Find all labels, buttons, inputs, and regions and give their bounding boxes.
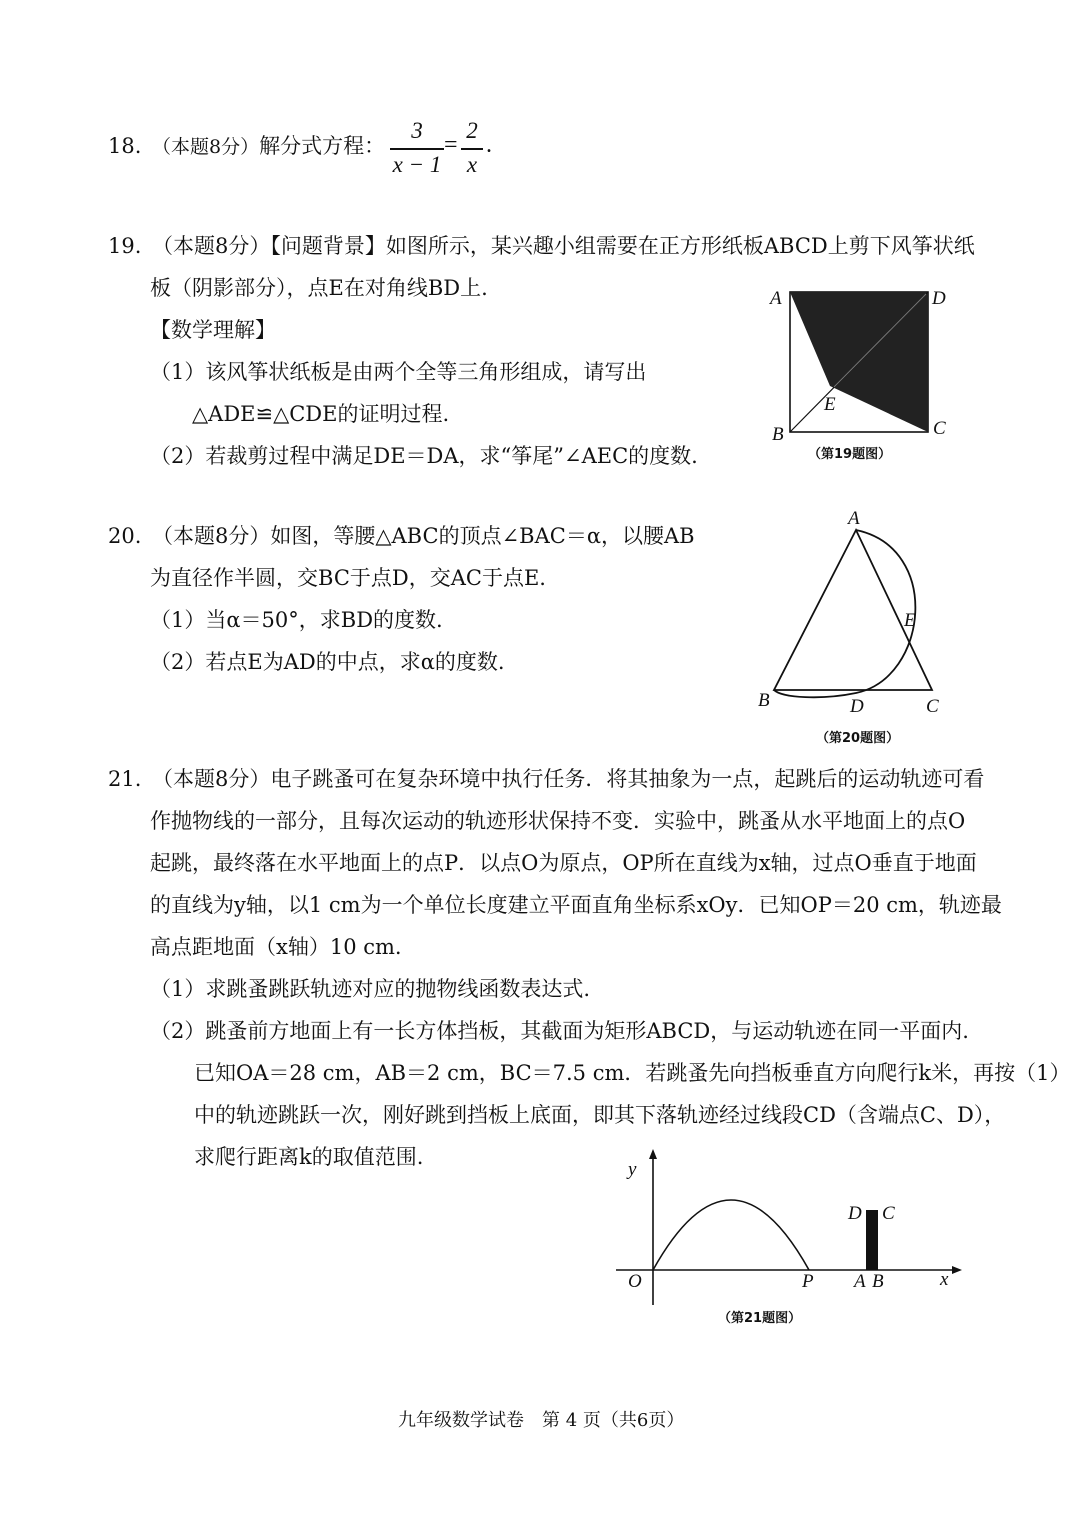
q18-score-tag: （本题8分）	[152, 136, 260, 158]
q20-caption: （第20题图）	[816, 731, 900, 746]
q20-label-e: E	[904, 610, 916, 631]
q18-lhs-numerator: 3	[411, 118, 423, 143]
q19-caption: （第19题图）	[808, 447, 892, 462]
q18-rhs-numerator: 2	[466, 118, 478, 143]
q20-line-2: 为直径作半圆，交BC于点D，交AC于点E.	[150, 566, 546, 590]
q21-label-o: O	[628, 1271, 642, 1292]
q21-line-4: 的直线为y轴，以1 cm为一个单位长度建立平面直角坐标系xOy．已知OP＝20 cm，轨迹最	[150, 893, 1002, 917]
q18-lhs-fraction-bar	[390, 148, 444, 150]
q20-line-1	[108, 521, 695, 551]
page-footer: 九年级数学试卷 第 4 页（共6页）	[398, 1410, 685, 1431]
q20-semicircle	[774, 530, 915, 697]
q18-number: 18.	[108, 134, 142, 158]
q19-label-a: A	[770, 288, 782, 309]
q19-label-b: B	[772, 424, 784, 445]
q21-label-x: x	[940, 1269, 949, 1290]
q21-line-6: （1）求跳蚤跳跃轨迹对应的抛物线函数表达式.	[150, 977, 591, 1001]
q20-label-c: C	[926, 696, 939, 717]
q19-number: 19.	[108, 234, 142, 258]
q20-text-1: （本题8分）如图，等腰△ABC的顶点∠BAC＝α，以腰AB	[152, 524, 695, 548]
q19-text-1: （本题8分）【问题背景】如图所示，某兴趣小组需要在正方形纸板ABCD上剪下风筝状纸	[152, 234, 975, 258]
q21-y-arrow	[649, 1149, 657, 1159]
q20-figure	[752, 508, 952, 748]
q19-figure	[760, 280, 950, 470]
q21-line-1	[108, 764, 984, 794]
q21-figure	[610, 1145, 970, 1335]
q19-line-6: （2）若裁剪过程中满足DE＝DA，求“筝尾”∠AEC的度数.	[150, 444, 698, 468]
q21-line-8: 已知OA＝28 cm，AB＝2 cm，BC＝7.5 cm．若跳蚤先向挡板垂直方向爬行k米，再按（1）	[194, 1061, 1071, 1085]
q21-label-p: P	[802, 1271, 814, 1292]
q21-label-b: B	[872, 1271, 884, 1292]
q18-prompt: 解分式方程：	[259, 134, 386, 158]
q21-line-7: （2）跳蚤前方地面上有一长方体挡板，其截面为矩形ABCD，与运动轨迹在同一平面内.	[150, 1019, 969, 1043]
q20-label-a: A	[848, 508, 860, 529]
q20-line-4: （2）若点E为AD的中点，求α的度数.	[150, 650, 505, 674]
q21-label-d: D	[848, 1203, 862, 1224]
q21-line-5: 高点距地面（x轴）10 cm.	[150, 935, 402, 959]
q19-label-c: C	[933, 418, 946, 439]
q21-number: 21.	[108, 767, 142, 791]
q21-line-2: 作抛物线的一部分，且每次运动的轨迹形状保持不变．实验中，跳蚤从水平地面上的点O	[150, 809, 966, 833]
q21-x-arrow	[952, 1266, 962, 1274]
q20-label-d: D	[850, 696, 864, 717]
q19-line-1	[108, 231, 975, 261]
q21-barrier	[866, 1210, 878, 1270]
q21-label-a: A	[854, 1271, 866, 1292]
q18-rhs-denominator: x	[466, 152, 478, 177]
q20-number: 20.	[108, 524, 142, 548]
q18-line	[108, 131, 385, 162]
q19-label-d: D	[932, 288, 946, 309]
q21-parabola	[653, 1200, 809, 1270]
q18-equals-sign: =	[444, 132, 458, 158]
q21-caption: （第21题图）	[718, 1311, 802, 1326]
q21-line-10: 求爬行距离k的取值范围.	[194, 1145, 424, 1169]
q21-line-3: 起跳，最终落在水平地面上的点P．以点O为原点，OP所在直线为x轴，过点O垂直于地面	[150, 851, 977, 875]
q19-line-4: （1）该风筝状纸板是由两个全等三角形组成，请写出	[150, 360, 647, 384]
q18-lhs-denominator: x − 1	[392, 152, 442, 177]
q20-line-3: （1）当α＝50°，求BD的度数.	[150, 608, 443, 632]
q19-line-5: △ADE≌△CDE的证明过程.	[192, 402, 450, 426]
q19-line-2: 板（阴影部分），点E在对角线BD上.	[150, 276, 488, 300]
q20-label-b: B	[758, 690, 770, 711]
q18-period: .	[486, 132, 492, 158]
q19-label-e: E	[824, 394, 836, 415]
q18-rhs-fraction-bar	[461, 148, 483, 150]
q21-label-y: y	[628, 1159, 637, 1180]
q21-label-c: C	[882, 1203, 895, 1224]
q21-line-9: 中的轨迹跳跃一次，刚好跳到挡板上底面，即其下落轨迹经过线段CD（含端点C、D），	[194, 1103, 1006, 1127]
q21-text-1: （本题8分）电子跳蚤可在复杂环境中执行任务．将其抽象为一点，起跳后的运动轨迹可看	[152, 767, 985, 791]
q19-line-3: 【数学理解】	[150, 318, 276, 342]
